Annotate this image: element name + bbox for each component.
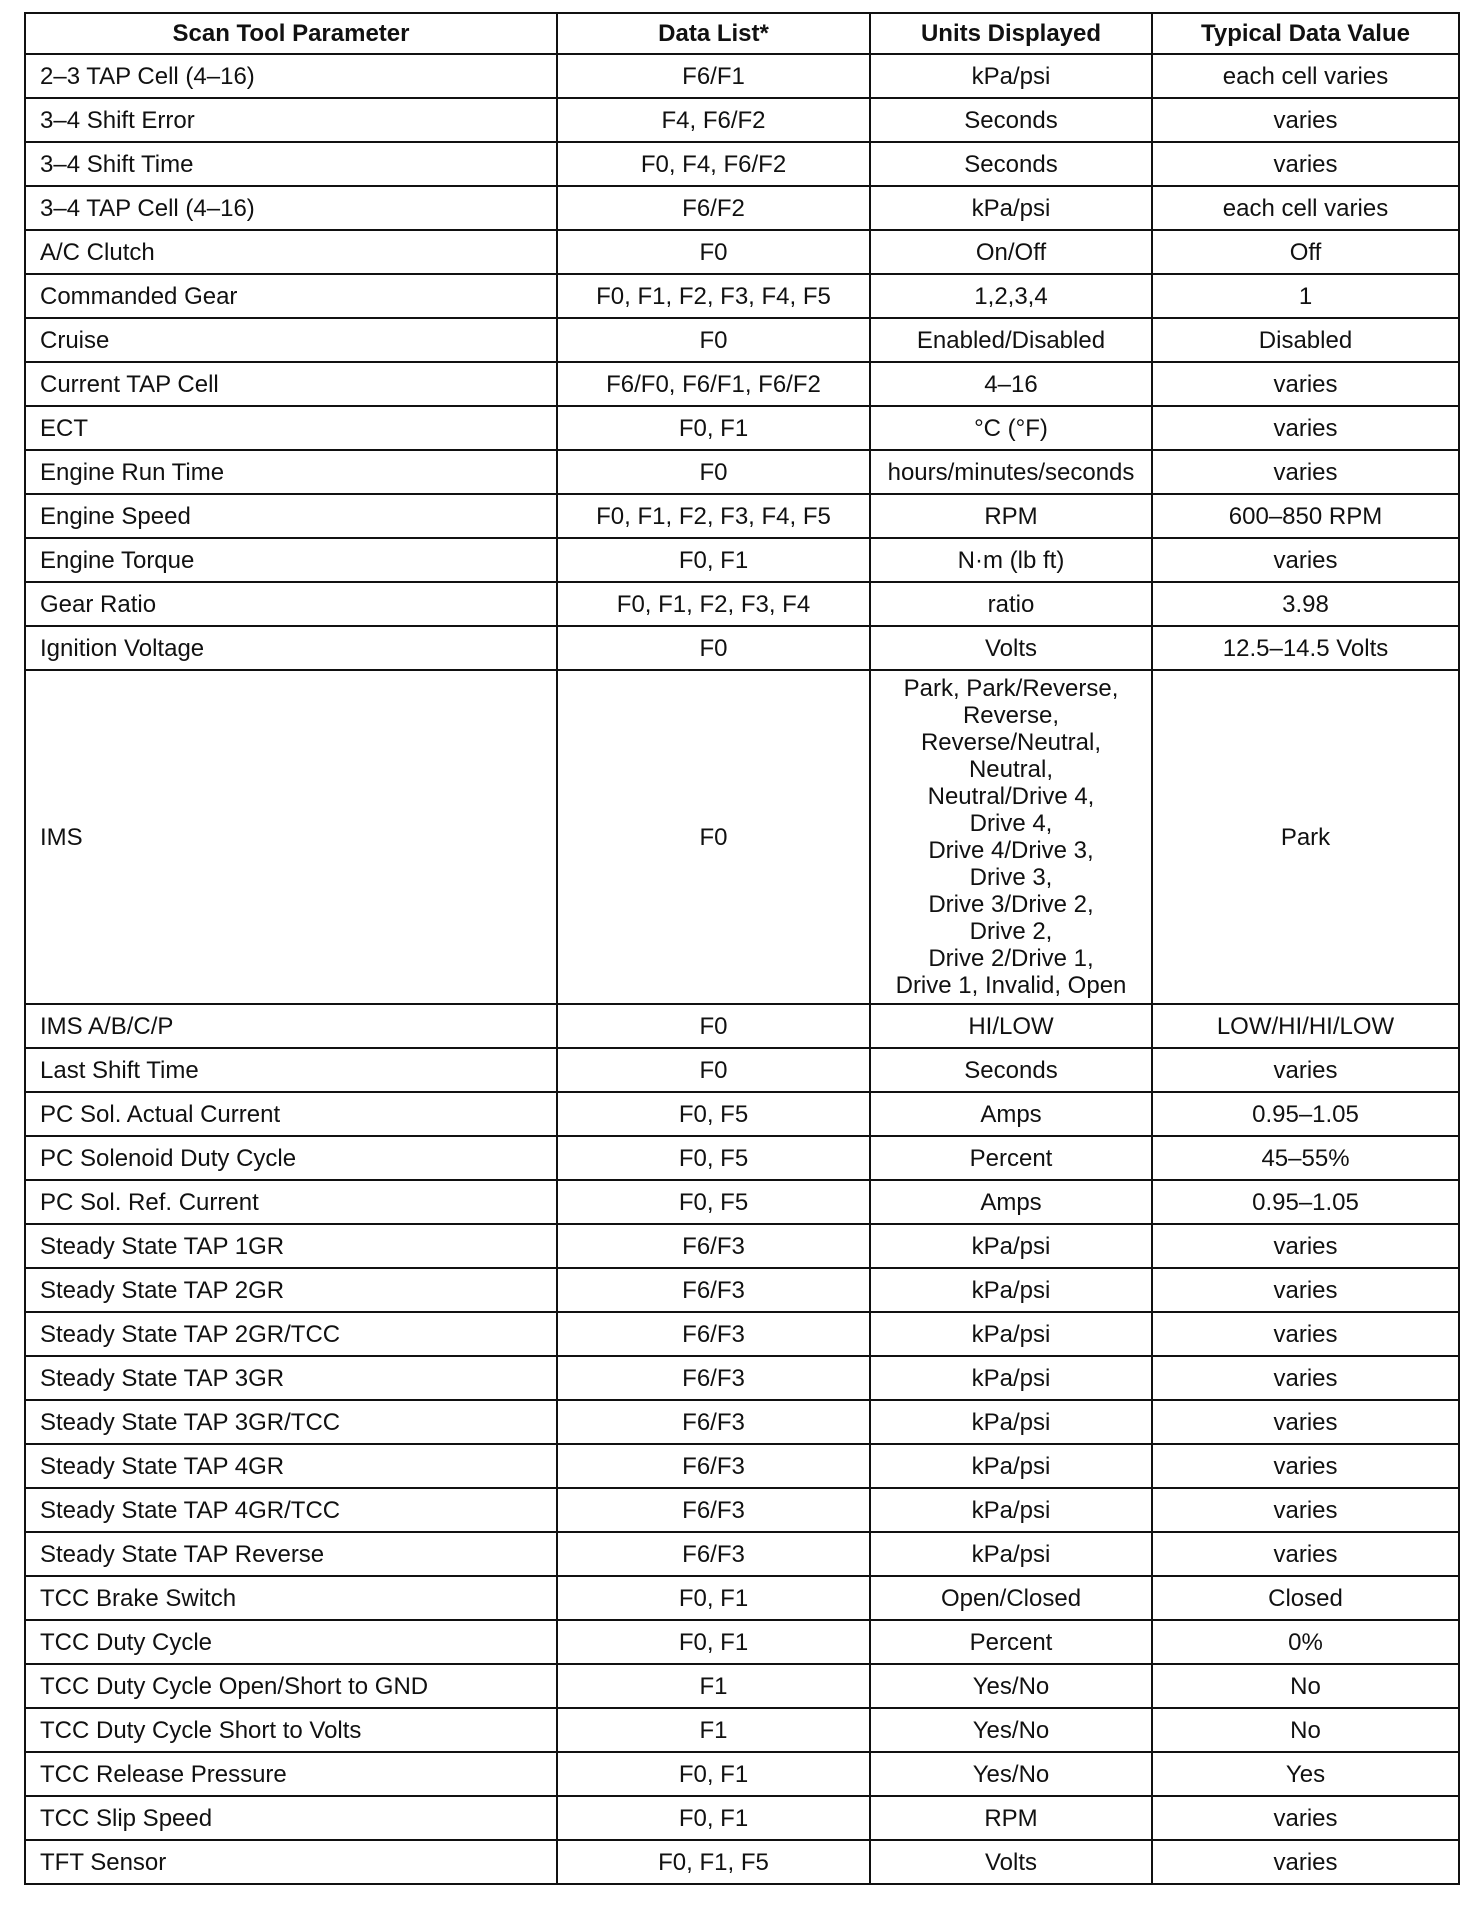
table-row (25, 186, 1459, 230)
table-row (25, 450, 1459, 494)
table-row (25, 538, 1459, 582)
data-list-cell: F0, F4, F6/F2 (557, 142, 870, 186)
param-cell: Gear Ratio (25, 582, 557, 626)
param-cell: Engine Speed (25, 494, 557, 538)
param-cell: Steady State TAP 3GR (25, 1356, 557, 1400)
param-cell: IMS A/B/C/P (25, 1004, 557, 1048)
data-list-cell: F4, F6/F2 (557, 98, 870, 142)
units-cell: 4–16 (870, 362, 1152, 406)
param-cell: Steady State TAP 4GR (25, 1444, 557, 1488)
data-list-cell: F0, F1 (557, 406, 870, 450)
data-list-cell: F0, F5 (557, 1136, 870, 1180)
param-cell: Steady State TAP Reverse (25, 1532, 557, 1576)
table-row (25, 54, 1459, 98)
typical-value-cell: varies (1152, 1312, 1459, 1356)
table-row (25, 1796, 1459, 1840)
typical-value-cell: Closed (1152, 1576, 1459, 1620)
units-cell: RPM (870, 494, 1152, 538)
units-cell: RPM (870, 1796, 1152, 1840)
table-row (25, 670, 1459, 1004)
units-cell: °C (°F) (870, 406, 1152, 450)
data-list-cell: F1 (557, 1708, 870, 1752)
units-cell: Seconds (870, 1048, 1152, 1092)
param-cell: PC Solenoid Duty Cycle (25, 1136, 557, 1180)
table-row (25, 1356, 1459, 1400)
typical-value-cell: Off (1152, 230, 1459, 274)
data-list-cell: F0 (557, 1048, 870, 1092)
param-cell: Engine Torque (25, 538, 557, 582)
data-list-cell: F0 (557, 1004, 870, 1048)
typical-value-cell: 1 (1152, 274, 1459, 318)
typical-value-cell: varies (1152, 1444, 1459, 1488)
units-cell: kPa/psi (870, 1444, 1152, 1488)
param-cell: TCC Slip Speed (25, 1796, 557, 1840)
param-cell: 3–4 Shift Time (25, 142, 557, 186)
units-cell: Yes/No (870, 1708, 1152, 1752)
param-cell: Commanded Gear (25, 274, 557, 318)
table-row (25, 230, 1459, 274)
data-list-cell: F0, F1, F2, F3, F4 (557, 582, 870, 626)
table-row (25, 1004, 1459, 1048)
param-cell: TFT Sensor (25, 1840, 557, 1884)
typical-value-cell: varies (1152, 450, 1459, 494)
typical-value-cell: 0% (1152, 1620, 1459, 1664)
data-list-cell: F0, F1 (557, 1752, 870, 1796)
data-list-cell: F0 (557, 450, 870, 494)
table-row (25, 1136, 1459, 1180)
data-list-cell: F0, F1, F2, F3, F4, F5 (557, 494, 870, 538)
table-header (25, 13, 1459, 54)
data-list-cell: F0 (557, 670, 870, 1004)
param-cell: Steady State TAP 2GR/TCC (25, 1312, 557, 1356)
typical-value-cell: varies (1152, 1400, 1459, 1444)
document-page (24, 12, 1458, 1885)
typical-value-cell: varies (1152, 1488, 1459, 1532)
table-row (25, 1840, 1459, 1884)
table-row (25, 98, 1459, 142)
typical-value-cell: 600–850 RPM (1152, 494, 1459, 538)
units-cell: kPa/psi (870, 186, 1152, 230)
param-cell: TCC Release Pressure (25, 1752, 557, 1796)
param-cell: ECT (25, 406, 557, 450)
units-cell: On/Off (870, 230, 1152, 274)
table-row (25, 1180, 1459, 1224)
table-row (25, 1664, 1459, 1708)
header-typical-data-value: Typical Data Value (1152, 13, 1459, 54)
data-list-cell: F0 (557, 626, 870, 670)
scan-tool-data-table (24, 12, 1460, 1885)
param-cell: 3–4 Shift Error (25, 98, 557, 142)
data-list-cell: F0, F1 (557, 1796, 870, 1840)
data-list-cell: F0, F1 (557, 1620, 870, 1664)
units-cell: Amps (870, 1180, 1152, 1224)
typical-value-cell: varies (1152, 1356, 1459, 1400)
table-row (25, 1444, 1459, 1488)
table-row (25, 494, 1459, 538)
param-cell: Steady State TAP 2GR (25, 1268, 557, 1312)
table-row (25, 1092, 1459, 1136)
units-cell: Volts (870, 1840, 1152, 1884)
data-list-cell: F1 (557, 1664, 870, 1708)
units-cell: Open/Closed (870, 1576, 1152, 1620)
units-cell: Amps (870, 1092, 1152, 1136)
param-cell: PC Sol. Actual Current (25, 1092, 557, 1136)
data-list-cell: F0, F5 (557, 1092, 870, 1136)
units-cell: kPa/psi (870, 1532, 1152, 1576)
data-list-cell: F6/F3 (557, 1268, 870, 1312)
typical-value-cell: varies (1152, 1048, 1459, 1092)
data-list-cell: F6/F0, F6/F1, F6/F2 (557, 362, 870, 406)
table-row (25, 1488, 1459, 1532)
table-row (25, 1312, 1459, 1356)
units-cell: Volts (870, 626, 1152, 670)
typical-value-cell: each cell varies (1152, 186, 1459, 230)
param-cell: Steady State TAP 4GR/TCC (25, 1488, 557, 1532)
header-row (25, 13, 1459, 54)
data-list-cell: F6/F3 (557, 1488, 870, 1532)
typical-value-cell: No (1152, 1664, 1459, 1708)
data-list-cell: F0, F1 (557, 538, 870, 582)
param-cell: TCC Brake Switch (25, 1576, 557, 1620)
typical-value-cell: varies (1152, 406, 1459, 450)
typical-value-cell: 0.95–1.05 (1152, 1092, 1459, 1136)
typical-value-cell: 0.95–1.05 (1152, 1180, 1459, 1224)
table-row (25, 582, 1459, 626)
param-cell: Ignition Voltage (25, 626, 557, 670)
units-cell: 1,2,3,4 (870, 274, 1152, 318)
table-row (25, 1620, 1459, 1664)
table-row (25, 318, 1459, 362)
typical-value-cell: each cell varies (1152, 54, 1459, 98)
typical-value-cell: No (1152, 1708, 1459, 1752)
data-list-cell: F0, F1, F2, F3, F4, F5 (557, 274, 870, 318)
data-list-cell: F0, F1 (557, 1576, 870, 1620)
param-cell: TCC Duty Cycle (25, 1620, 557, 1664)
typical-value-cell: Park (1152, 670, 1459, 1004)
param-cell: Steady State TAP 1GR (25, 1224, 557, 1268)
units-cell: Percent (870, 1136, 1152, 1180)
table-row (25, 362, 1459, 406)
units-cell: kPa/psi (870, 1268, 1152, 1312)
typical-value-cell: varies (1152, 1224, 1459, 1268)
typical-value-cell: Disabled (1152, 318, 1459, 362)
units-cell: Seconds (870, 142, 1152, 186)
param-cell: TCC Duty Cycle Open/Short to GND (25, 1664, 557, 1708)
typical-value-cell: 12.5–14.5 Volts (1152, 626, 1459, 670)
param-cell: Last Shift Time (25, 1048, 557, 1092)
typical-value-cell: varies (1152, 1840, 1459, 1884)
typical-value-cell: varies (1152, 538, 1459, 582)
data-list-cell: F6/F2 (557, 186, 870, 230)
typical-value-cell: varies (1152, 142, 1459, 186)
typical-value-cell: varies (1152, 1532, 1459, 1576)
table-row (25, 1576, 1459, 1620)
param-cell: 3–4 TAP Cell (4–16) (25, 186, 557, 230)
table-row (25, 406, 1459, 450)
param-cell: IMS (25, 670, 557, 1004)
table-row (25, 1400, 1459, 1444)
units-cell: kPa/psi (870, 1312, 1152, 1356)
units-cell: kPa/psi (870, 54, 1152, 98)
data-list-cell: F6/F3 (557, 1312, 870, 1356)
units-cell: Percent (870, 1620, 1152, 1664)
param-cell: Engine Run Time (25, 450, 557, 494)
units-cell: N·m (lb ft) (870, 538, 1152, 582)
param-cell: PC Sol. Ref. Current (25, 1180, 557, 1224)
param-cell: A/C Clutch (25, 230, 557, 274)
table-row (25, 1708, 1459, 1752)
table-row (25, 142, 1459, 186)
table-row (25, 1224, 1459, 1268)
units-cell: hours/minutes/seconds (870, 450, 1152, 494)
data-list-cell: F6/F3 (557, 1356, 870, 1400)
data-list-cell: F0, F1, F5 (557, 1840, 870, 1884)
param-cell: 2–3 TAP Cell (4–16) (25, 54, 557, 98)
units-cell: HI/LOW (870, 1004, 1152, 1048)
typical-value-cell: 3.98 (1152, 582, 1459, 626)
param-cell: Cruise (25, 318, 557, 362)
header-data-list: Data List* (557, 13, 870, 54)
typical-value-cell: varies (1152, 1268, 1459, 1312)
units-cell: Seconds (870, 98, 1152, 142)
typical-value-cell: varies (1152, 362, 1459, 406)
table-row (25, 274, 1459, 318)
param-cell: Steady State TAP 3GR/TCC (25, 1400, 557, 1444)
data-list-cell: F0 (557, 230, 870, 274)
typical-value-cell: 45–55% (1152, 1136, 1459, 1180)
data-list-cell: F0, F5 (557, 1180, 870, 1224)
units-cell: Enabled/Disabled (870, 318, 1152, 362)
typical-value-cell: Yes (1152, 1752, 1459, 1796)
table-row (25, 1268, 1459, 1312)
table-row (25, 626, 1459, 670)
data-list-cell: F0 (557, 318, 870, 362)
data-list-cell: F6/F3 (557, 1224, 870, 1268)
data-list-cell: F6/F1 (557, 54, 870, 98)
typical-value-cell: varies (1152, 98, 1459, 142)
header-units-displayed: Units Displayed (870, 13, 1152, 54)
units-cell: ratio (870, 582, 1152, 626)
table-body (25, 54, 1459, 1884)
table-row (25, 1532, 1459, 1576)
typical-value-cell: LOW/HI/HI/LOW (1152, 1004, 1459, 1048)
param-cell: Current TAP Cell (25, 362, 557, 406)
table-row (25, 1752, 1459, 1796)
table-row (25, 1048, 1459, 1092)
units-cell: Yes/No (870, 1664, 1152, 1708)
data-list-cell: F6/F3 (557, 1400, 870, 1444)
data-list-cell: F6/F3 (557, 1532, 870, 1576)
units-cell: kPa/psi (870, 1224, 1152, 1268)
units-cell: kPa/psi (870, 1400, 1152, 1444)
units-cell: Yes/No (870, 1752, 1152, 1796)
data-list-cell: F6/F3 (557, 1444, 870, 1488)
units-cell: Park, Park/Reverse, Reverse, Reverse/Neutral, Neutral, Neutral/Drive 4, Drive 4, Drive 4/Drive 3, Drive 3, Drive 3/Drive 2, Drive 2, Drive 2/Drive 1, Drive 1, Invalid, Open (870, 670, 1152, 1004)
header-scan-tool-parameter: Scan Tool Parameter (25, 13, 557, 54)
param-cell: TCC Duty Cycle Short to Volts (25, 1708, 557, 1752)
typical-value-cell: varies (1152, 1796, 1459, 1840)
units-cell: kPa/psi (870, 1356, 1152, 1400)
units-cell: kPa/psi (870, 1488, 1152, 1532)
